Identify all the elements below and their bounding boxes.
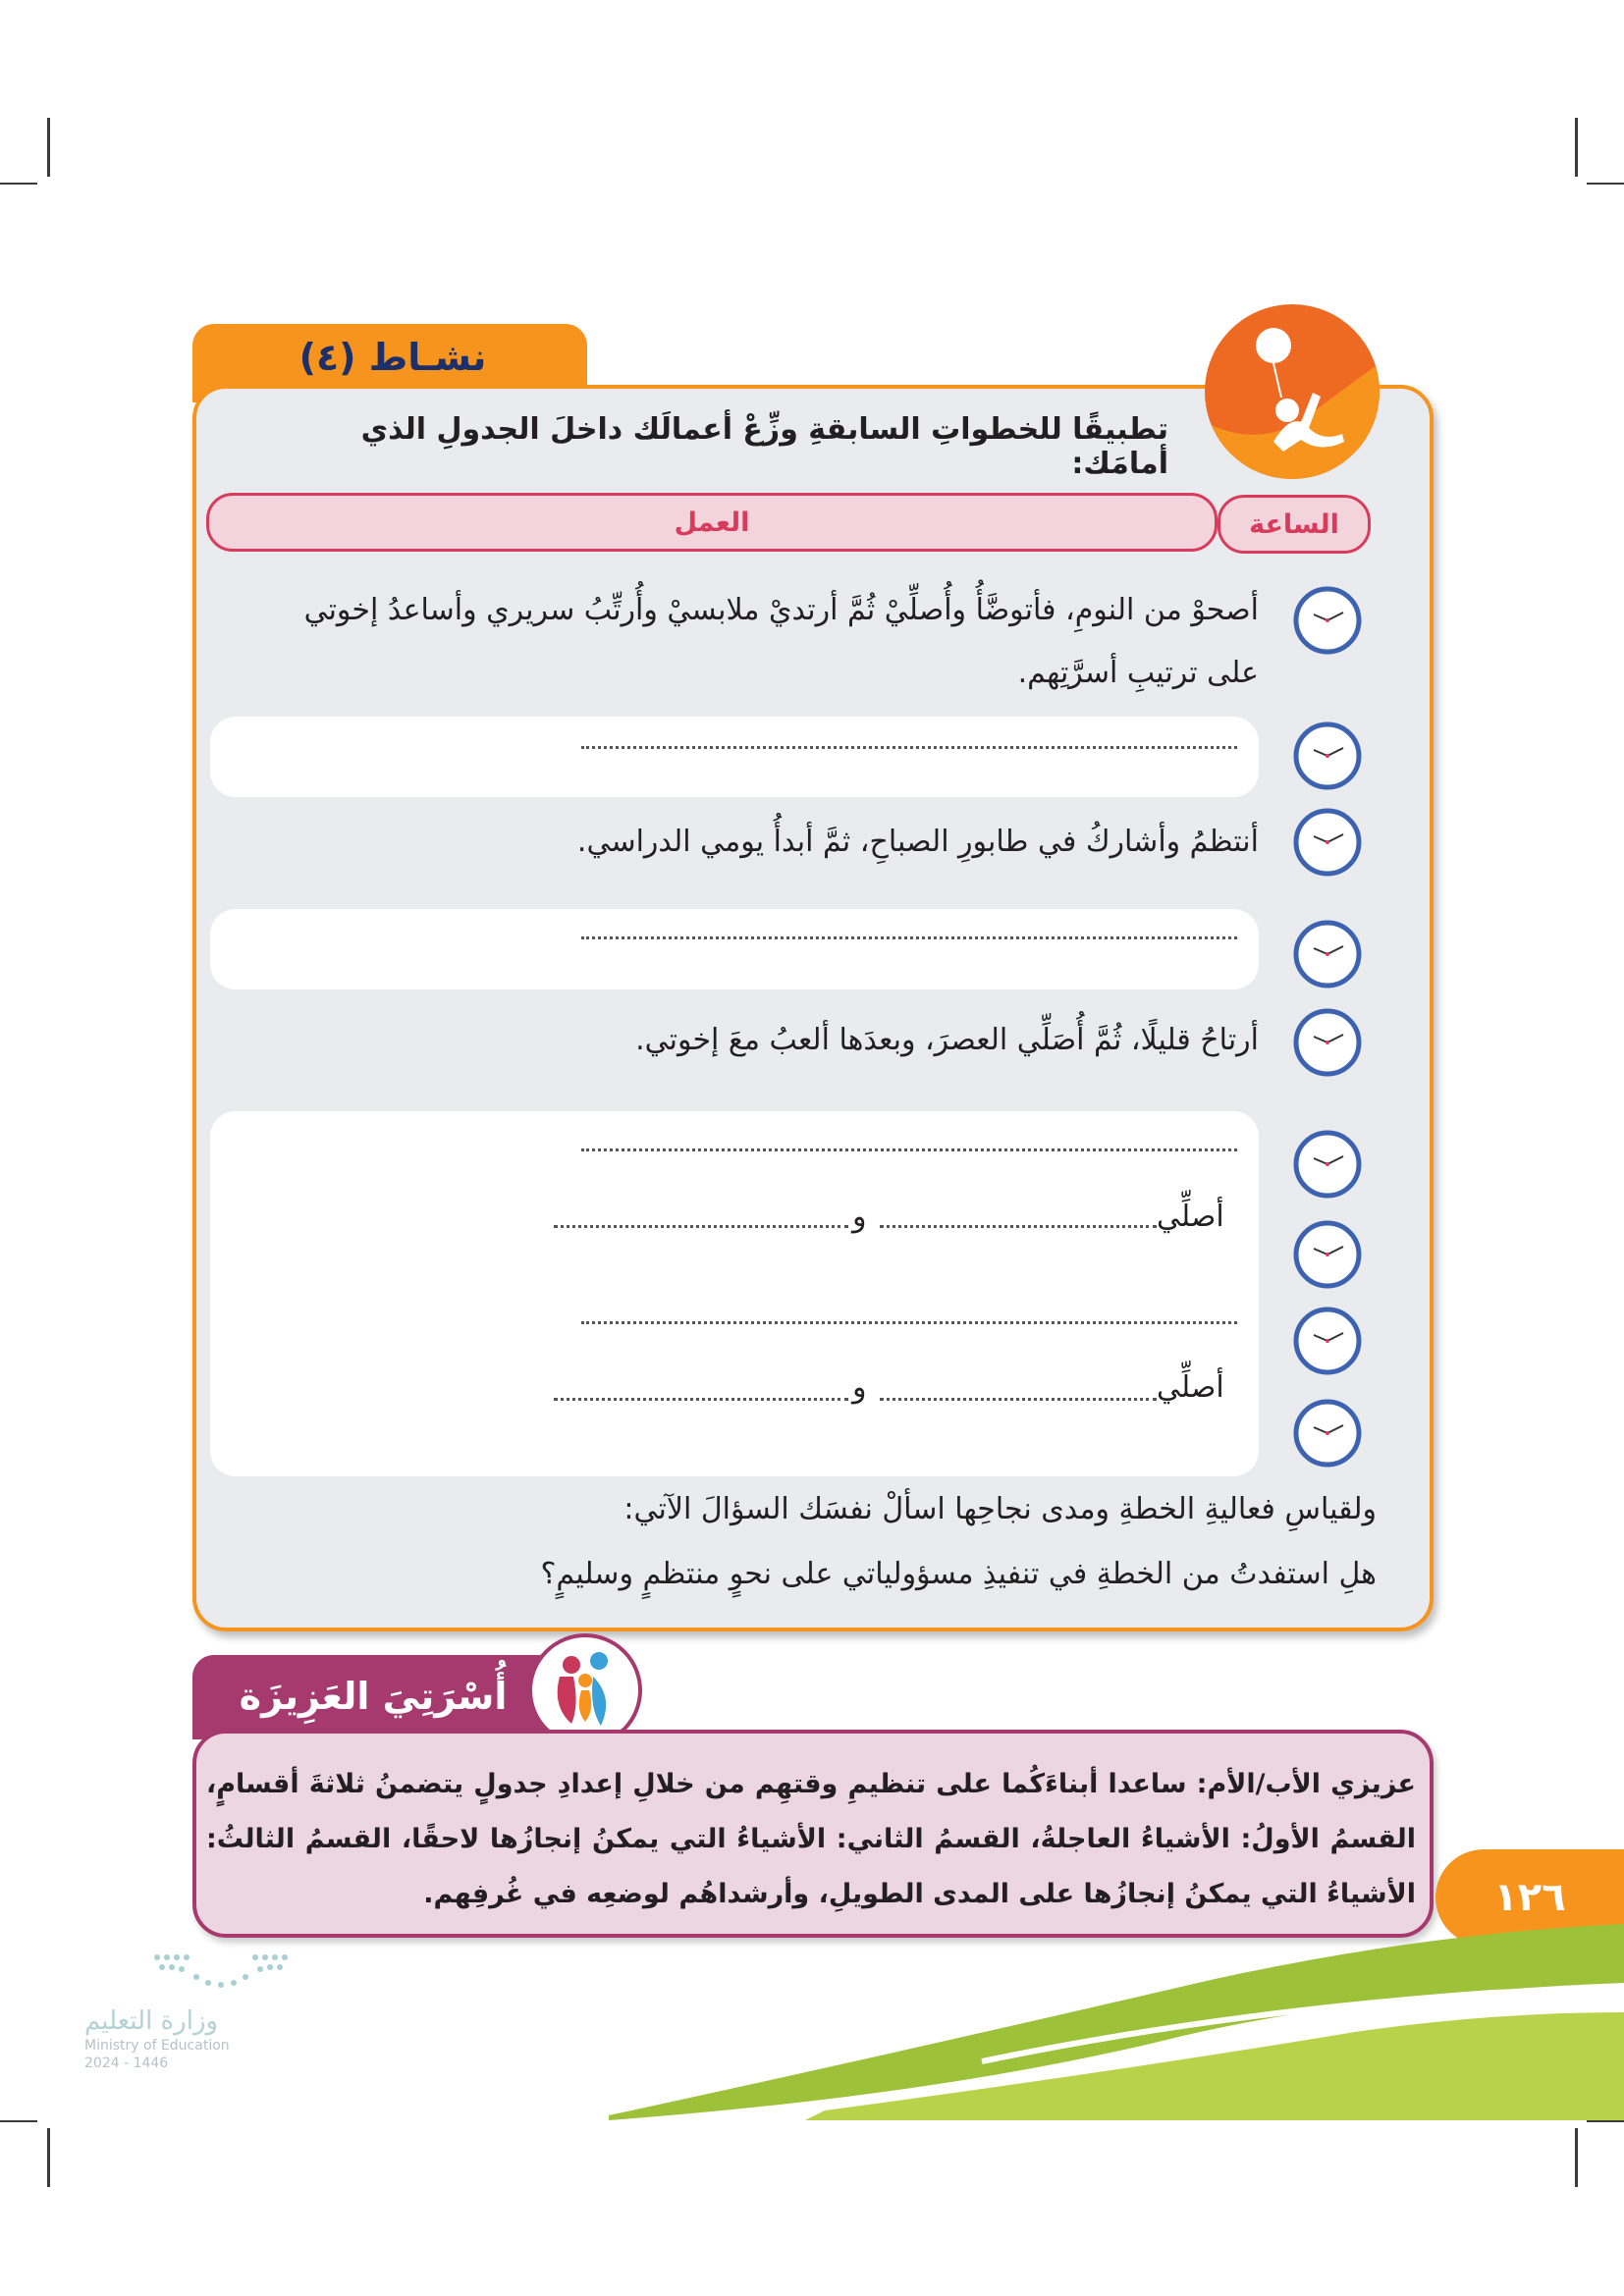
- clock-icon: [1292, 1306, 1363, 1376]
- answer-line: [880, 1225, 1157, 1228]
- answer-blank[interactable]: [210, 909, 1259, 989]
- answer-line: [581, 1321, 1237, 1324]
- clock-icon: [1292, 1398, 1363, 1468]
- crop-mark: [0, 2120, 37, 2122]
- clock-icon: [1292, 585, 1363, 656]
- crop-mark: [47, 118, 50, 177]
- crop-mark: [1587, 2120, 1624, 2122]
- header-work-label: العمل: [674, 507, 750, 538]
- crop-mark: [1575, 118, 1578, 177]
- answer-line: [554, 1398, 848, 1401]
- answer-block[interactable]: [210, 1111, 1259, 1476]
- clock-icon: [1292, 721, 1363, 791]
- question-intro: ولقياسِ فعاليةِ الخطةِ ومدى نجاحِها اسألْ نفسَك السؤالَ الآتي:: [623, 1492, 1377, 1526]
- header-work: [206, 493, 1218, 552]
- clock-icon: [1292, 919, 1363, 989]
- row-text: أنتظمُ وأشاركُ في طابورِ الصباحِ، ثمَّ أبدأُ يومي الدراسي.: [576, 825, 1259, 859]
- activity-title: نشـاط (٤): [298, 336, 487, 379]
- answer-line: [581, 936, 1237, 939]
- crop-mark: [1587, 183, 1624, 185]
- header-time: [1218, 495, 1371, 554]
- and-label: و: [852, 1370, 867, 1405]
- ministry-year: 2024 - 1446: [84, 2056, 169, 2071]
- row-text-line2: على ترتيبِ أسرَّتِهم.: [1017, 656, 1259, 690]
- answer-line: [581, 746, 1237, 749]
- row-text: أرتاحُ قليلًا، ثُمَّ أُصَلِّي العصرَ، وبعدَها ألعبُ معَ إخوتي.: [635, 1023, 1259, 1057]
- and-label: و: [852, 1200, 867, 1234]
- clock-icon: [1292, 807, 1363, 878]
- activity-badge-icon: [1205, 304, 1380, 479]
- decorative-swoosh: [609, 1924, 1624, 2120]
- ministry-name-en: Ministry of Education: [84, 2038, 230, 2054]
- answer-line: [880, 1398, 1157, 1401]
- answer-blank[interactable]: [210, 717, 1259, 797]
- page-number: ١٢٦: [1435, 1849, 1624, 1946]
- clock-icon: [1292, 1007, 1363, 1078]
- ministry-logo-icon: [147, 1948, 295, 1997]
- pray-label: أصلِّي: [1157, 1370, 1224, 1405]
- header-time-label: الساعة: [1249, 508, 1339, 540]
- answer-line: [581, 1148, 1237, 1151]
- family-title: أُسْرَتِيَ العَزِيزَة: [239, 1675, 508, 1718]
- clock-icon: [1292, 1129, 1363, 1200]
- activity-instruction: تطبيقًا للخطواتِ السابقةِ وزِّعْ أعمالَك داخلَ الجدولِ الذي أمامَك:: [360, 412, 1168, 481]
- crop-mark: [1575, 2128, 1578, 2187]
- crop-mark: [0, 183, 37, 185]
- question: هلِ استفدتُ من الخطةِ في تنفيذِ مسؤولياتي على نحوٍ منتظمٍ وسليمٍ؟: [540, 1557, 1377, 1591]
- family-text: عزيزي الأب/الأم: ساعدا أبناءَكُما على تنظيمِ وقتهِم من خلالِ إعدادِ جدولٍ يتضمنُ ثلاثةَ أقسامٍ، القسمُ الأولُ: الأشياءُ العاجلةُ، القسمُ الثاني: الأشياءُ التي يمكنُ إنجازُها لاحقًا، القسمُ الثالثُ: الأشياءُ التي يمكنُ إنجازُها على المدى الطويلِ، وأرشداهُم لوضعِه في غُرفِهم.: [206, 1769, 1416, 1909]
- clock-icon: [1292, 1219, 1363, 1290]
- ministry-name: وزارة التعليم: [84, 2006, 219, 2036]
- pray-label: أصلِّي: [1157, 1200, 1224, 1234]
- crop-mark: [47, 2128, 50, 2187]
- row-text-line1: أصحوْ من النومِ، فأتوضَّأُ وأُصلِّيْ ثُمَّ أرتديْ ملابسيْ وأُرتِّبُ سريري وأساعدُ إخوتي: [303, 593, 1259, 627]
- answer-line: [554, 1225, 848, 1228]
